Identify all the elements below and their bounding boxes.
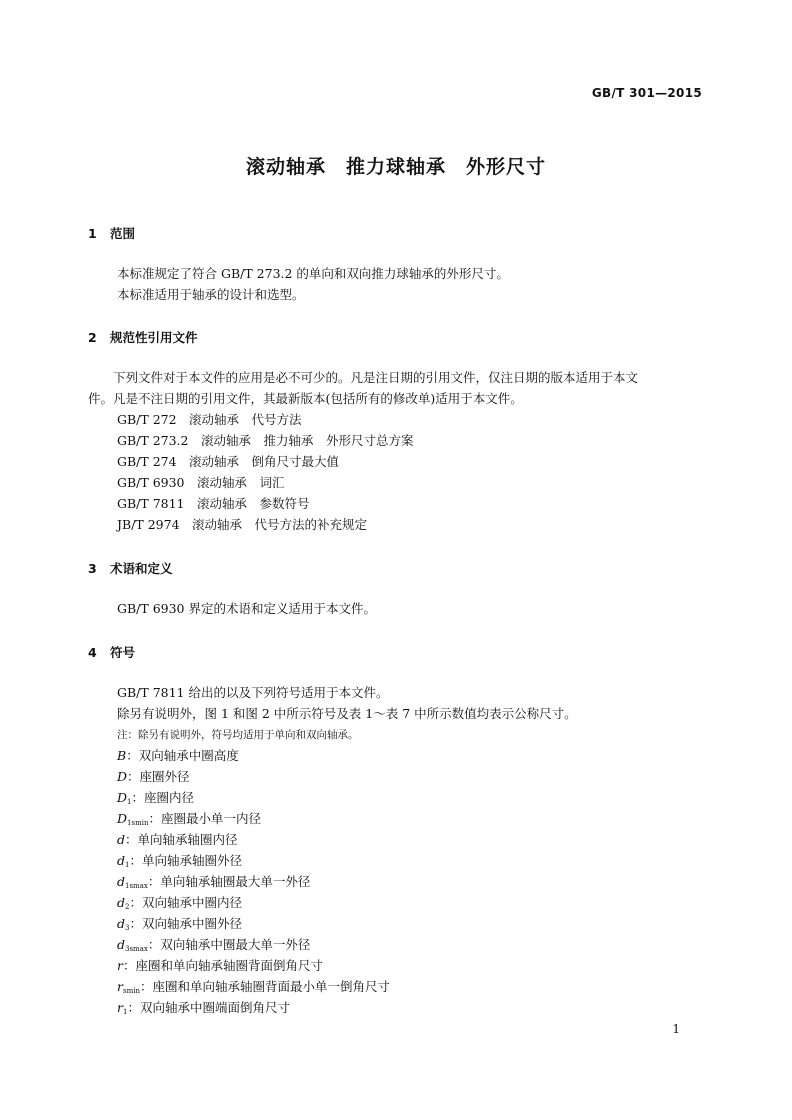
symbol-item [117, 809, 261, 827]
symbol-letter: d [117, 937, 126, 952]
section-heading-scope [88, 224, 135, 242]
references-intro-line-2: 件。凡是不注日期的引用文件，其最新版本(包括所有的修改单)适用于本文件。 [88, 391, 523, 406]
section-number: 1 [88, 226, 97, 241]
symbol-description: ：单向轴承轴圈最大单一外径 [147, 874, 311, 889]
document-title: 滚动轴承 推力球轴承 外形尺寸 [245, 156, 546, 178]
symbol-description: ：单向轴承轴圈外径 [129, 853, 242, 868]
section-title: 规范性引用文件 [110, 330, 198, 345]
symbol-letter: d [117, 916, 126, 931]
section-number: 2 [88, 330, 97, 345]
symbol-letter: B [117, 748, 127, 763]
symbol-item [117, 893, 242, 911]
symbol-description: ：双向轴承中圈外径 [129, 916, 242, 931]
section-number: 4 [88, 645, 97, 660]
symbols-paragraph-2: 除另有说明外，图 1 和图 2 中所示符号及表 1～表 7 中所示数值均表示公称尺寸。 [117, 706, 577, 721]
symbol-letter: d [117, 832, 126, 847]
section-title: 范围 [110, 226, 136, 241]
symbol-description: ：双向轴承中圈最大单一外径 [147, 937, 311, 952]
symbol-description: ：双向轴承中圈内径 [129, 895, 242, 910]
symbol-letter: r [117, 979, 123, 994]
symbol-subscript: 1smin [127, 819, 149, 827]
reference-item: GB/T 274 滚动轴承 倒角尺寸最大值 [117, 454, 340, 469]
reference-item: GB/T 7811 滚动轴承 参数符号 [117, 496, 310, 511]
symbol-description: ：座圈和单向轴承轴圈背面倒角尺寸 [122, 958, 323, 973]
reference-item: GB/T 273.2 滚动轴承 推力轴承 外形尺寸总方案 [117, 433, 414, 448]
reference-item: GB/T 6930 滚动轴承 词汇 [117, 475, 285, 490]
symbol-subscript: 3 [125, 924, 130, 932]
symbol-description: ：双向轴承中圈高度 [126, 748, 239, 763]
section-title: 符号 [110, 645, 136, 660]
symbol-description: ：双向轴承中圈端面倒角尺寸 [127, 1000, 290, 1015]
symbol-subscript: 1 [127, 798, 132, 806]
symbol-subscript: 1smax [125, 882, 148, 890]
symbol-item [117, 998, 290, 1016]
symbol-letter: d [117, 895, 126, 910]
symbol-letter: r [117, 1000, 123, 1015]
symbol-description: ：座圈和单向轴承轴圈背面最小单一倒角尺寸 [139, 979, 390, 994]
symbol-letter: D [117, 769, 128, 784]
section-number: 3 [88, 561, 97, 576]
reference-item: JB/T 2974 滚动轴承 代号方法的补充规定 [117, 517, 368, 532]
symbol-letter: D [117, 811, 128, 826]
symbol-item [117, 977, 390, 995]
symbol-subscript: smin [122, 987, 140, 995]
symbol-item [117, 914, 242, 932]
symbol-letter: d [117, 874, 126, 889]
symbol-subscript: 3smax [125, 945, 148, 953]
section-heading-normative-references [88, 328, 198, 346]
symbols-paragraph-1: GB/T 7811 给出的以及下列符号适用于本文件。 [117, 685, 389, 700]
symbols-note: 注：除另有说明外，符号均适用于单向和双向轴承。 [117, 729, 359, 741]
symbol-item [117, 851, 242, 869]
section-title: 术语和定义 [110, 561, 173, 576]
symbol-subscript: 2 [125, 903, 130, 911]
symbol-description: ：座圈内径 [131, 790, 195, 805]
symbol-letter: d [117, 853, 126, 868]
symbol-description: ：座圈最小单一内径 [148, 811, 261, 826]
symbol-item [117, 767, 190, 785]
symbol-letter: r [117, 958, 123, 973]
symbol-subscript: 1 [122, 1008, 128, 1016]
standard-code-header: GB/T 301—2015 [591, 86, 702, 100]
symbol-letter: D [117, 790, 128, 805]
scope-paragraph-2: 本标准适用于轴承的设计和选型。 [117, 287, 305, 302]
symbol-item [117, 935, 310, 953]
references-intro-line-1: 下列文件对于本文件的应用是必不可少的。凡是注日期的引用文件，仅注日期的版本适用于本文 [88, 370, 639, 385]
symbol-item [117, 956, 323, 974]
symbol-item [117, 746, 239, 764]
page-number: 1 [672, 1022, 680, 1036]
symbol-subscript: 1 [125, 861, 130, 869]
reference-item: GB/T 272 滚动轴承 代号方法 [117, 412, 302, 427]
symbol-item [117, 788, 194, 806]
section-heading-terms [88, 559, 173, 577]
symbol-item [117, 830, 238, 848]
section-heading-symbols [88, 643, 135, 661]
symbol-description: ：座圈外径 [127, 769, 190, 784]
symbol-item [117, 872, 310, 890]
scope-paragraph-1: 本标准规定了符合 GB/T 273.2 的单向和双向推力球轴承的外形尺寸。 [117, 266, 509, 281]
symbol-description: ：单向轴承轴圈内径 [125, 832, 238, 847]
terms-paragraph: GB/T 6930 界定的术语和定义适用于本文件。 [117, 601, 376, 616]
